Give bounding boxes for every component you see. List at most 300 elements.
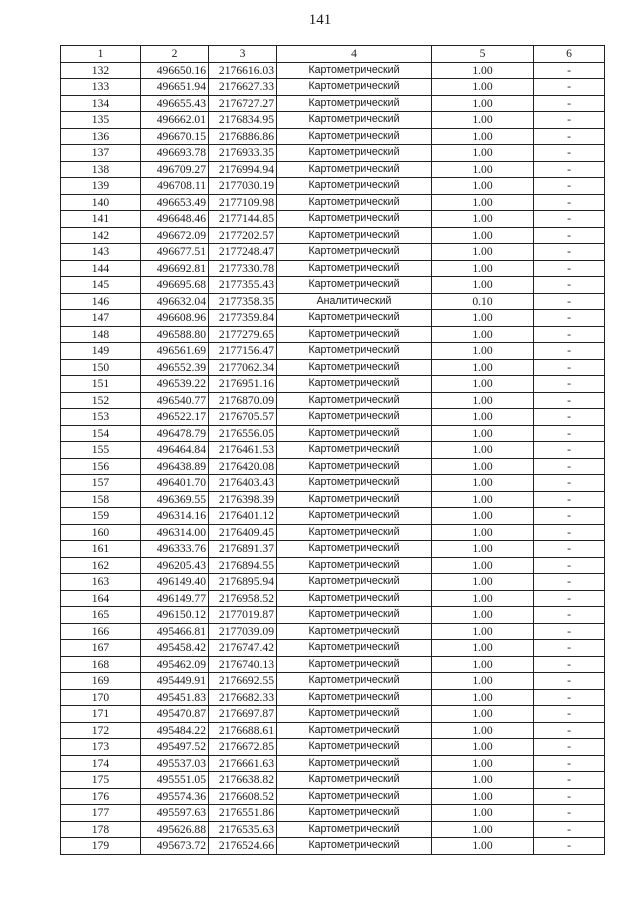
x-coordinate-cell: 496438.89 xyxy=(141,458,209,475)
y-coordinate-cell: 2176672.85 xyxy=(209,739,277,756)
x-coordinate-cell: 496655.43 xyxy=(141,95,209,112)
note-cell: - xyxy=(534,95,605,112)
point-number-cell: 162 xyxy=(61,557,141,574)
x-coordinate-cell: 496672.09 xyxy=(141,227,209,244)
accuracy-cell: 1.00 xyxy=(432,95,534,112)
accuracy-cell: 1.00 xyxy=(432,524,534,541)
table-row xyxy=(61,293,605,310)
accuracy-cell: 1.00 xyxy=(432,442,534,459)
y-coordinate-cell: 2176616.03 xyxy=(209,62,277,79)
table-row xyxy=(61,706,605,723)
point-number-cell: 134 xyxy=(61,95,141,112)
coordinates-table xyxy=(60,45,605,855)
note-cell: - xyxy=(534,574,605,591)
x-coordinate-cell: 496314.00 xyxy=(141,524,209,541)
y-coordinate-cell: 2176705.57 xyxy=(209,409,277,426)
note-cell: - xyxy=(534,689,605,706)
point-number-cell: 159 xyxy=(61,508,141,525)
table-row xyxy=(61,607,605,624)
y-coordinate-cell: 2176682.33 xyxy=(209,689,277,706)
note-cell: - xyxy=(534,491,605,508)
table-row xyxy=(61,145,605,162)
accuracy-cell: 1.00 xyxy=(432,574,534,591)
point-number-cell: 172 xyxy=(61,722,141,739)
table-row xyxy=(61,805,605,822)
x-coordinate-cell: 496670.15 xyxy=(141,128,209,145)
y-coordinate-cell: 2177359.84 xyxy=(209,310,277,327)
note-cell: - xyxy=(534,227,605,244)
x-coordinate-cell: 496677.51 xyxy=(141,244,209,261)
accuracy-cell: 1.00 xyxy=(432,541,534,558)
table-row xyxy=(61,755,605,772)
method-cell: Картометрический xyxy=(277,739,432,756)
point-number-cell: 165 xyxy=(61,607,141,624)
y-coordinate-cell: 2177019.87 xyxy=(209,607,277,624)
note-cell: - xyxy=(534,211,605,228)
table-row xyxy=(61,491,605,508)
note-cell: - xyxy=(534,112,605,129)
table-body xyxy=(61,62,605,854)
accuracy-cell: 1.00 xyxy=(432,260,534,277)
x-coordinate-cell: 496692.81 xyxy=(141,260,209,277)
accuracy-cell: 1.00 xyxy=(432,359,534,376)
method-cell: Картометрический xyxy=(277,491,432,508)
x-coordinate-cell: 496651.94 xyxy=(141,79,209,96)
table-row xyxy=(61,62,605,79)
y-coordinate-cell: 2176933.35 xyxy=(209,145,277,162)
y-coordinate-cell: 2176398.39 xyxy=(209,491,277,508)
accuracy-cell: 1.00 xyxy=(432,755,534,772)
table-row xyxy=(61,326,605,343)
point-number-cell: 140 xyxy=(61,194,141,211)
accuracy-cell: 1.00 xyxy=(432,161,534,178)
accuracy-cell: 1.00 xyxy=(432,409,534,426)
table-row xyxy=(61,508,605,525)
x-coordinate-cell: 495470.87 xyxy=(141,706,209,723)
note-cell: - xyxy=(534,838,605,855)
method-cell: Картометрический xyxy=(277,689,432,706)
table-row xyxy=(61,194,605,211)
accuracy-cell: 1.00 xyxy=(432,689,534,706)
method-cell: Картометрический xyxy=(277,788,432,805)
x-coordinate-cell: 495597.63 xyxy=(141,805,209,822)
point-number-cell: 178 xyxy=(61,821,141,838)
note-cell: - xyxy=(534,293,605,310)
table-row xyxy=(61,211,605,228)
method-cell: Картометрический xyxy=(277,359,432,376)
table-row xyxy=(61,557,605,574)
point-number-cell: 168 xyxy=(61,656,141,673)
table-row xyxy=(61,838,605,855)
method-cell: Картометрический xyxy=(277,524,432,541)
method-cell: Картометрический xyxy=(277,442,432,459)
note-cell: - xyxy=(534,739,605,756)
y-coordinate-cell: 2176524.66 xyxy=(209,838,277,855)
accuracy-cell: 1.00 xyxy=(432,211,534,228)
x-coordinate-cell: 496608.96 xyxy=(141,310,209,327)
table-row xyxy=(61,541,605,558)
y-coordinate-cell: 2176727.27 xyxy=(209,95,277,112)
method-cell: Картометрический xyxy=(277,326,432,343)
accuracy-cell: 1.00 xyxy=(432,673,534,690)
table-row xyxy=(61,442,605,459)
x-coordinate-cell: 496205.43 xyxy=(141,557,209,574)
point-number-cell: 161 xyxy=(61,541,141,558)
method-cell: Картометрический xyxy=(277,590,432,607)
table-row xyxy=(61,277,605,294)
method-cell: Картометрический xyxy=(277,260,432,277)
x-coordinate-cell: 495458.42 xyxy=(141,640,209,657)
x-coordinate-cell: 496693.78 xyxy=(141,145,209,162)
note-cell: - xyxy=(534,442,605,459)
note-cell: - xyxy=(534,475,605,492)
note-cell: - xyxy=(534,656,605,673)
y-coordinate-cell: 2176994.94 xyxy=(209,161,277,178)
method-cell: Картометрический xyxy=(277,310,432,327)
y-coordinate-cell: 2176551.86 xyxy=(209,805,277,822)
point-number-cell: 144 xyxy=(61,260,141,277)
note-cell: - xyxy=(534,673,605,690)
method-cell: Картометрический xyxy=(277,805,432,822)
y-coordinate-cell: 2177039.09 xyxy=(209,623,277,640)
table-row xyxy=(61,376,605,393)
method-cell: Картометрический xyxy=(277,178,432,195)
point-number-cell: 151 xyxy=(61,376,141,393)
note-cell: - xyxy=(534,755,605,772)
table-row xyxy=(61,821,605,838)
table-row xyxy=(61,689,605,706)
x-coordinate-cell: 495466.81 xyxy=(141,623,209,640)
column-header: 3 xyxy=(209,46,277,63)
accuracy-cell: 1.00 xyxy=(432,557,534,574)
note-cell: - xyxy=(534,524,605,541)
y-coordinate-cell: 2176409.45 xyxy=(209,524,277,541)
table-row xyxy=(61,79,605,96)
y-coordinate-cell: 2176420.08 xyxy=(209,458,277,475)
note-cell: - xyxy=(534,145,605,162)
accuracy-cell: 1.00 xyxy=(432,623,534,640)
y-coordinate-cell: 2176834.95 xyxy=(209,112,277,129)
method-cell: Картометрический xyxy=(277,112,432,129)
accuracy-cell: 1.00 xyxy=(432,722,534,739)
note-cell: - xyxy=(534,623,605,640)
x-coordinate-cell: 495451.83 xyxy=(141,689,209,706)
y-coordinate-cell: 2177030.19 xyxy=(209,178,277,195)
point-number-cell: 135 xyxy=(61,112,141,129)
method-cell: Картометрический xyxy=(277,392,432,409)
x-coordinate-cell: 496464.84 xyxy=(141,442,209,459)
note-cell: - xyxy=(534,79,605,96)
table-row xyxy=(61,656,605,673)
y-coordinate-cell: 2176403.43 xyxy=(209,475,277,492)
note-cell: - xyxy=(534,821,605,838)
accuracy-cell: 1.00 xyxy=(432,821,534,838)
point-number-cell: 139 xyxy=(61,178,141,195)
accuracy-cell: 1.00 xyxy=(432,508,534,525)
y-coordinate-cell: 2177330.78 xyxy=(209,260,277,277)
y-coordinate-cell: 2176638.82 xyxy=(209,772,277,789)
x-coordinate-cell: 496561.69 xyxy=(141,343,209,360)
note-cell: - xyxy=(534,178,605,195)
x-coordinate-cell: 495673.72 xyxy=(141,838,209,855)
x-coordinate-cell: 496540.77 xyxy=(141,392,209,409)
table-row xyxy=(61,772,605,789)
accuracy-cell: 1.00 xyxy=(432,590,534,607)
y-coordinate-cell: 2177202.57 xyxy=(209,227,277,244)
column-header: 1 xyxy=(61,46,141,63)
y-coordinate-cell: 2176697.87 xyxy=(209,706,277,723)
note-cell: - xyxy=(534,706,605,723)
x-coordinate-cell: 496314.16 xyxy=(141,508,209,525)
method-cell: Картометрический xyxy=(277,95,432,112)
table-row xyxy=(61,590,605,607)
x-coordinate-cell: 496401.70 xyxy=(141,475,209,492)
method-cell: Картометрический xyxy=(277,673,432,690)
x-coordinate-cell: 496588.80 xyxy=(141,326,209,343)
note-cell: - xyxy=(534,607,605,624)
x-coordinate-cell: 495449.91 xyxy=(141,673,209,690)
point-number-cell: 136 xyxy=(61,128,141,145)
x-coordinate-cell: 495626.88 xyxy=(141,821,209,838)
point-number-cell: 148 xyxy=(61,326,141,343)
point-number-cell: 156 xyxy=(61,458,141,475)
x-coordinate-cell: 495537.03 xyxy=(141,755,209,772)
accuracy-cell: 1.00 xyxy=(432,656,534,673)
x-coordinate-cell: 496662.01 xyxy=(141,112,209,129)
table-row xyxy=(61,95,605,112)
point-number-cell: 177 xyxy=(61,805,141,822)
table-row xyxy=(61,161,605,178)
point-number-cell: 133 xyxy=(61,79,141,96)
x-coordinate-cell: 496539.22 xyxy=(141,376,209,393)
page-number: 141 xyxy=(308,12,332,28)
point-number-cell: 155 xyxy=(61,442,141,459)
x-coordinate-cell: 496650.16 xyxy=(141,62,209,79)
method-cell: Картометрический xyxy=(277,656,432,673)
y-coordinate-cell: 2176627.33 xyxy=(209,79,277,96)
accuracy-cell: 1.00 xyxy=(432,607,534,624)
note-cell: - xyxy=(534,343,605,360)
y-coordinate-cell: 2176891.37 xyxy=(209,541,277,558)
accuracy-cell: 1.00 xyxy=(432,326,534,343)
point-number-cell: 169 xyxy=(61,673,141,690)
y-coordinate-cell: 2176535.63 xyxy=(209,821,277,838)
point-number-cell: 167 xyxy=(61,640,141,657)
table-row xyxy=(61,788,605,805)
table-row xyxy=(61,260,605,277)
point-number-cell: 146 xyxy=(61,293,141,310)
accuracy-cell: 1.00 xyxy=(432,227,534,244)
column-header: 2 xyxy=(141,46,209,63)
method-cell: Картометрический xyxy=(277,194,432,211)
accuracy-cell: 1.00 xyxy=(432,475,534,492)
method-cell: Картометрический xyxy=(277,277,432,294)
point-number-cell: 174 xyxy=(61,755,141,772)
method-cell: Картометрический xyxy=(277,755,432,772)
x-coordinate-cell: 496648.46 xyxy=(141,211,209,228)
table-row xyxy=(61,640,605,657)
method-cell: Картометрический xyxy=(277,211,432,228)
accuracy-cell: 1.00 xyxy=(432,128,534,145)
y-coordinate-cell: 2177156.47 xyxy=(209,343,277,360)
y-coordinate-cell: 2176951.16 xyxy=(209,376,277,393)
note-cell: - xyxy=(534,557,605,574)
accuracy-cell: 1.00 xyxy=(432,739,534,756)
accuracy-cell: 1.00 xyxy=(432,244,534,261)
note-cell: - xyxy=(534,458,605,475)
note-cell: - xyxy=(534,128,605,145)
method-cell: Картометрический xyxy=(277,821,432,838)
x-coordinate-cell: 496653.49 xyxy=(141,194,209,211)
y-coordinate-cell: 2176740.13 xyxy=(209,656,277,673)
y-coordinate-cell: 2177144.85 xyxy=(209,211,277,228)
y-coordinate-cell: 2176661.63 xyxy=(209,755,277,772)
accuracy-cell: 1.00 xyxy=(432,194,534,211)
note-cell: - xyxy=(534,590,605,607)
point-number-cell: 153 xyxy=(61,409,141,426)
note-cell: - xyxy=(534,409,605,426)
x-coordinate-cell: 495551.05 xyxy=(141,772,209,789)
point-number-cell: 137 xyxy=(61,145,141,162)
note-cell: - xyxy=(534,310,605,327)
accuracy-cell: 1.00 xyxy=(432,425,534,442)
method-cell: Аналитический xyxy=(277,293,432,310)
y-coordinate-cell: 2176688.61 xyxy=(209,722,277,739)
note-cell: - xyxy=(534,260,605,277)
method-cell: Картометрический xyxy=(277,62,432,79)
y-coordinate-cell: 2176894.55 xyxy=(209,557,277,574)
point-number-cell: 170 xyxy=(61,689,141,706)
x-coordinate-cell: 496150.12 xyxy=(141,607,209,624)
x-coordinate-cell: 496149.77 xyxy=(141,590,209,607)
table-row xyxy=(61,128,605,145)
accuracy-cell: 0.10 xyxy=(432,293,534,310)
point-number-cell: 157 xyxy=(61,475,141,492)
method-cell: Картометрический xyxy=(277,640,432,657)
accuracy-cell: 1.00 xyxy=(432,277,534,294)
x-coordinate-cell: 496333.76 xyxy=(141,541,209,558)
y-coordinate-cell: 2176895.94 xyxy=(209,574,277,591)
point-number-cell: 160 xyxy=(61,524,141,541)
method-cell: Картометрический xyxy=(277,161,432,178)
method-cell: Картометрический xyxy=(277,376,432,393)
table-row xyxy=(61,392,605,409)
method-cell: Картометрический xyxy=(277,79,432,96)
table-header-row xyxy=(61,46,605,63)
column-header: 4 xyxy=(277,46,432,63)
column-header: 6 xyxy=(534,46,605,63)
table-row xyxy=(61,673,605,690)
accuracy-cell: 1.00 xyxy=(432,392,534,409)
point-number-cell: 152 xyxy=(61,392,141,409)
y-coordinate-cell: 2176401.12 xyxy=(209,508,277,525)
accuracy-cell: 1.00 xyxy=(432,79,534,96)
method-cell: Картометрический xyxy=(277,607,432,624)
y-coordinate-cell: 2176886.86 xyxy=(209,128,277,145)
note-cell: - xyxy=(534,62,605,79)
x-coordinate-cell: 496709.27 xyxy=(141,161,209,178)
accuracy-cell: 1.00 xyxy=(432,772,534,789)
table-row xyxy=(61,178,605,195)
x-coordinate-cell: 496369.55 xyxy=(141,491,209,508)
note-cell: - xyxy=(534,541,605,558)
method-cell: Картометрический xyxy=(277,772,432,789)
y-coordinate-cell: 2177109.98 xyxy=(209,194,277,211)
note-cell: - xyxy=(534,640,605,657)
y-coordinate-cell: 2176870.09 xyxy=(209,392,277,409)
point-number-cell: 171 xyxy=(61,706,141,723)
y-coordinate-cell: 2177062.34 xyxy=(209,359,277,376)
method-cell: Картометрический xyxy=(277,623,432,640)
table-row xyxy=(61,244,605,261)
method-cell: Картометрический xyxy=(277,227,432,244)
point-number-cell: 145 xyxy=(61,277,141,294)
point-number-cell: 149 xyxy=(61,343,141,360)
accuracy-cell: 1.00 xyxy=(432,838,534,855)
note-cell: - xyxy=(534,508,605,525)
method-cell: Картометрический xyxy=(277,343,432,360)
point-number-cell: 173 xyxy=(61,739,141,756)
x-coordinate-cell: 496522.17 xyxy=(141,409,209,426)
method-cell: Картометрический xyxy=(277,722,432,739)
point-number-cell: 143 xyxy=(61,244,141,261)
x-coordinate-cell: 495497.52 xyxy=(141,739,209,756)
accuracy-cell: 1.00 xyxy=(432,491,534,508)
point-number-cell: 175 xyxy=(61,772,141,789)
y-coordinate-cell: 2177248.47 xyxy=(209,244,277,261)
note-cell: - xyxy=(534,277,605,294)
x-coordinate-cell: 496149.40 xyxy=(141,574,209,591)
method-cell: Картометрический xyxy=(277,145,432,162)
accuracy-cell: 1.00 xyxy=(432,376,534,393)
point-number-cell: 132 xyxy=(61,62,141,79)
table-row xyxy=(61,359,605,376)
note-cell: - xyxy=(534,805,605,822)
note-cell: - xyxy=(534,788,605,805)
note-cell: - xyxy=(534,326,605,343)
method-cell: Картометрический xyxy=(277,409,432,426)
accuracy-cell: 1.00 xyxy=(432,310,534,327)
table-row xyxy=(61,409,605,426)
accuracy-cell: 1.00 xyxy=(432,112,534,129)
point-number-cell: 141 xyxy=(61,211,141,228)
accuracy-cell: 1.00 xyxy=(432,788,534,805)
x-coordinate-cell: 495484.22 xyxy=(141,722,209,739)
table-row xyxy=(61,227,605,244)
method-cell: Картометрический xyxy=(277,475,432,492)
table-row xyxy=(61,310,605,327)
table-row xyxy=(61,425,605,442)
x-coordinate-cell: 495574.36 xyxy=(141,788,209,805)
note-cell: - xyxy=(534,392,605,409)
accuracy-cell: 1.00 xyxy=(432,640,534,657)
point-number-cell: 147 xyxy=(61,310,141,327)
note-cell: - xyxy=(534,194,605,211)
table-row xyxy=(61,623,605,640)
x-coordinate-cell: 495462.09 xyxy=(141,656,209,673)
y-coordinate-cell: 2176747.42 xyxy=(209,640,277,657)
x-coordinate-cell: 496695.68 xyxy=(141,277,209,294)
column-header: 5 xyxy=(432,46,534,63)
note-cell: - xyxy=(534,772,605,789)
note-cell: - xyxy=(534,359,605,376)
y-coordinate-cell: 2177279.65 xyxy=(209,326,277,343)
x-coordinate-cell: 496552.39 xyxy=(141,359,209,376)
note-cell: - xyxy=(534,161,605,178)
y-coordinate-cell: 2176608.52 xyxy=(209,788,277,805)
point-number-cell: 142 xyxy=(61,227,141,244)
y-coordinate-cell: 2177355.43 xyxy=(209,277,277,294)
